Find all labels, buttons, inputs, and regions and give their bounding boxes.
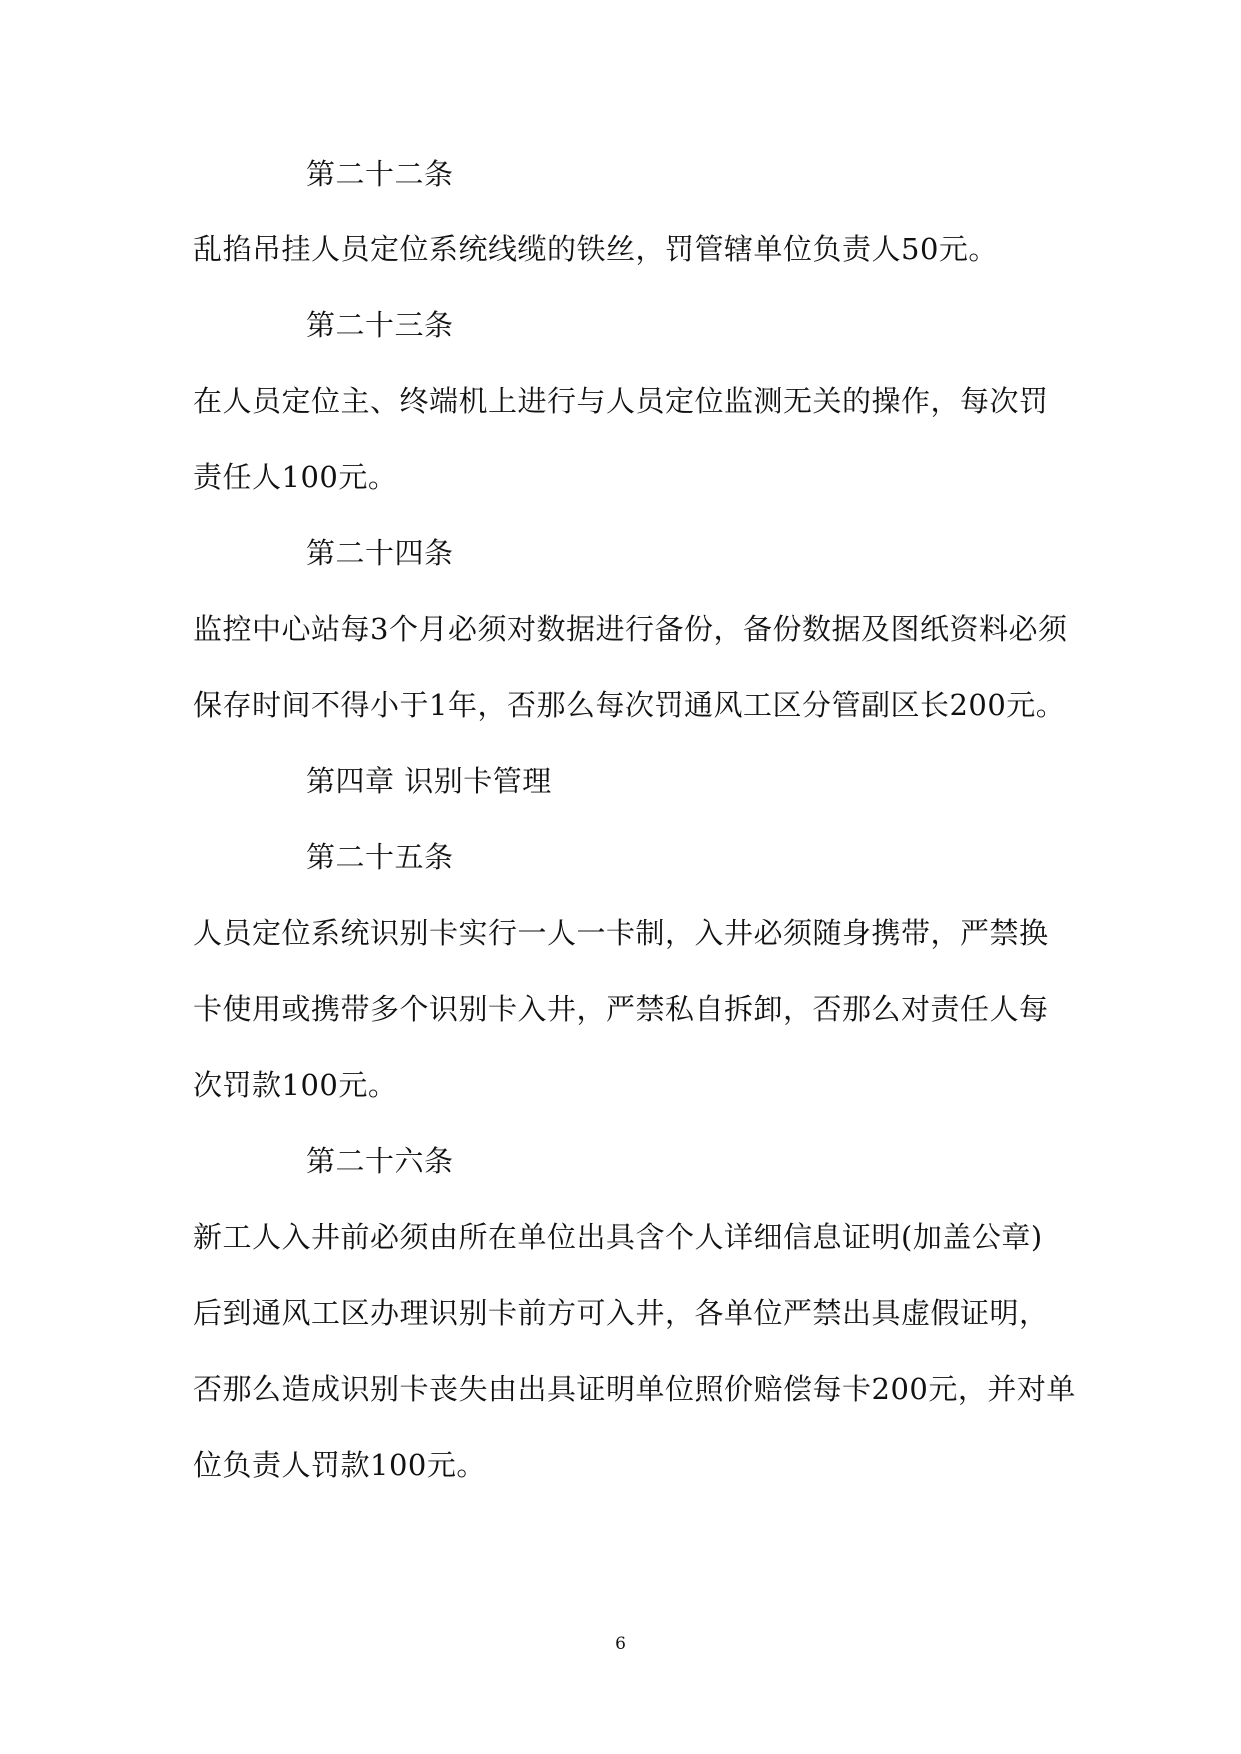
page-number: 6 [615,1634,626,1654]
article-26-heading: 第二十六条 [306,1144,454,1178]
article-22-heading: 第二十二条 [306,157,454,191]
article-23-heading: 第二十三条 [306,308,454,342]
article-24-heading: 第二十四条 [306,536,454,570]
article-26-text-line-3: 否那么造成识别卡丧失由出具证明单位照价赔偿每卡200元，并对单 [193,1372,1076,1406]
article-26-text-line-1: 新工人入井前必须由所在单位出具含个人详细信息证明(加盖公章) [193,1220,1043,1254]
article-25-text-line-2: 卡使用或携带多个识别卡入井，严禁私自拆卸，否那么对责任人每 [193,992,1049,1026]
article-24-text-line-1: 监控中心站每3个月必须对数据进行备份，备份数据及图纸资料必须 [193,612,1068,646]
article-26-text-line-2: 后到通风工区办理识别卡前方可入井，各单位严禁出具虚假证明， [193,1296,1049,1330]
article-23-text-line-1: 在人员定位主、终端机上进行与人员定位监测无关的操作，每次罚 [193,384,1049,418]
article-25-text-line-3: 次罚款100元。 [193,1068,398,1102]
article-25-text-line-1: 人员定位系统识别卡实行一人一卡制，入井必须随身携带，严禁换 [193,916,1049,950]
article-22-text: 乱掐吊挂人员定位系统线缆的铁丝，罚管辖单位负责人50元。 [193,232,998,266]
article-26-text-line-4: 位负责人罚款100元。 [193,1448,486,1482]
article-23-text-line-2: 责任人100元。 [193,460,398,494]
article-25-heading: 第二十五条 [306,840,454,874]
article-24-text-line-2: 保存时间不得小于1年，否那么每次罚通风工区分管副区长200元。 [193,688,1066,722]
chapter-4-heading: 第四章 识别卡管理 [306,764,552,798]
